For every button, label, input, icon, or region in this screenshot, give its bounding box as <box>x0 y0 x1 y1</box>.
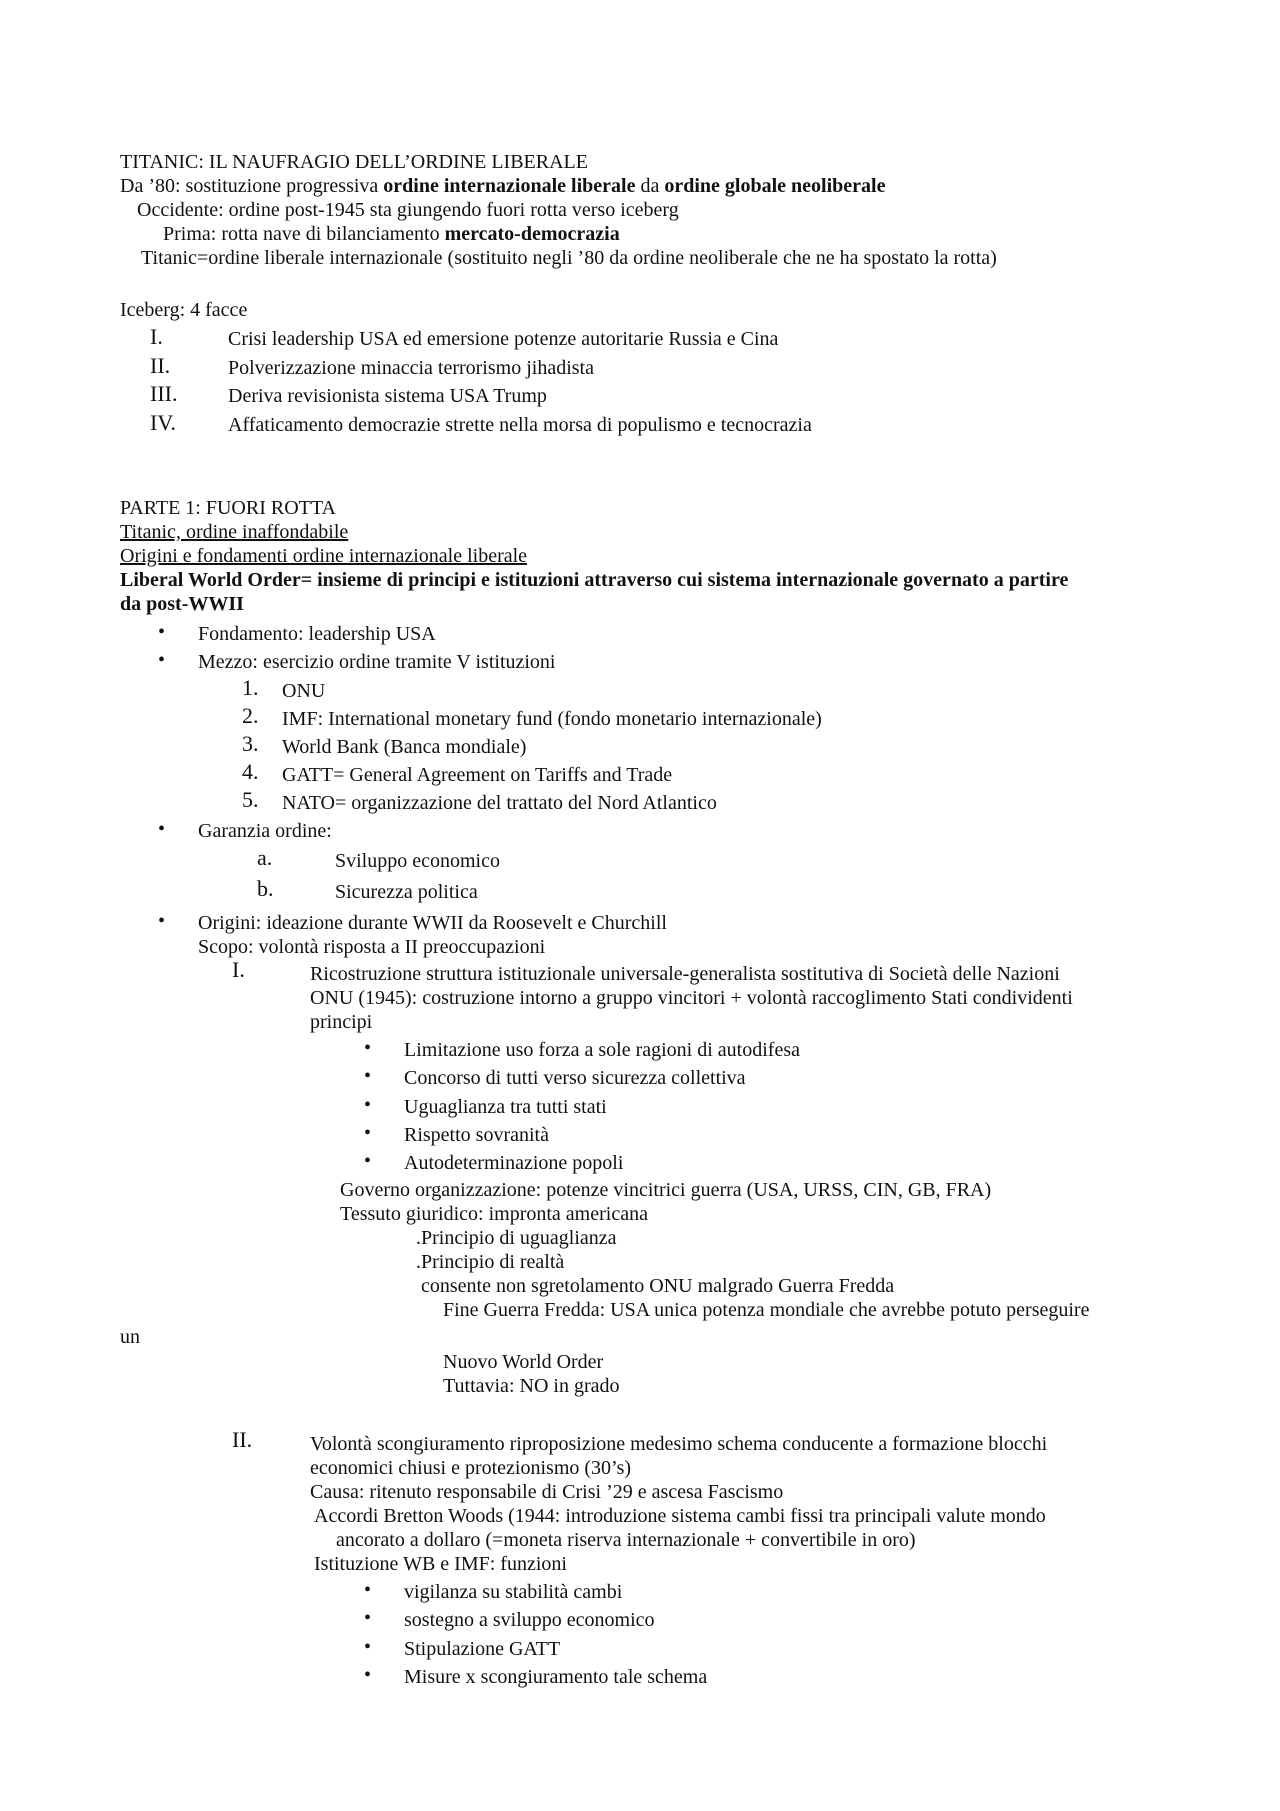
principle-item: Rispetto sovranità <box>404 1124 549 1146</box>
bullet-icon: • <box>364 1150 372 1172</box>
iceberg-item: Crisi leadership USA ed emersione potenze autoritarie Russia e Cina <box>228 328 779 350</box>
institution-item: NATO= organizzazione del trattato del Nord Atlantico <box>282 792 717 814</box>
consente-line: consente non sgretolamento ONU malgrado Guerra Fredda <box>421 1275 895 1297</box>
bullet-icon: • <box>364 1636 372 1658</box>
iceberg-heading: Iceberg: 4 facce <box>120 299 248 321</box>
bullet-icon: • <box>158 818 166 840</box>
scope-text: principi <box>310 1011 373 1033</box>
bullet-icon: • <box>158 910 166 932</box>
function-item: Stipulazione GATT <box>404 1638 561 1660</box>
scope-text: ancorato a dollaro (=moneta riserva internazionale + convertibile in oro) <box>336 1529 916 1551</box>
guarantee-item: Sviluppo economico <box>335 850 500 872</box>
bullet-icon: • <box>158 649 166 671</box>
scope-text: Istituzione WB e IMF: funzioni <box>314 1553 567 1575</box>
scope-text: Causa: ritenuto responsabile di Crisi ’29 e ascesa Fascismo <box>310 1481 784 1503</box>
tessuto-line: Tessuto giuridico: impronta americana <box>340 1203 648 1225</box>
principle-item: Concorso di tutti verso sicurezza collettiva <box>404 1067 746 1089</box>
principle-note: .Principio di uguaglianza <box>416 1227 617 1249</box>
principle-item: Autodeterminazione popoli <box>404 1152 624 1174</box>
intro-bold-term: mercato-democrazia <box>444 223 620 245</box>
institution-marker: 5. <box>242 787 259 812</box>
part1-heading: PARTE 1: FUORI ROTTA <box>120 497 336 519</box>
bullet-item: Fondamento: leadership USA <box>198 623 436 645</box>
scope-text: ONU (1945): costruzione intorno a gruppo vincitori + volontà raccoglimento Stati condividenti <box>310 987 1073 1009</box>
scope-text: Accordi Bretton Woods (1944: introduzione sistema cambi fissi tra principali valute mondo <box>314 1505 1046 1527</box>
part1-subheading: Origini e fondamenti ordine internazionale liberale <box>120 545 528 567</box>
institution-marker: 2. <box>242 703 259 728</box>
guarantee-marker: a. <box>257 845 273 870</box>
intro-line-2: Occidente: ordine post-1945 sta giungendo fuori rotta verso iceberg <box>137 199 679 221</box>
scope-marker: I. <box>232 957 245 982</box>
iceberg-marker: I. <box>150 324 163 349</box>
iceberg-item: Affaticamento democrazie strette nella morsa di populismo e tecnocrazia <box>228 414 812 436</box>
guarantee-item: Sicurezza politica <box>335 881 478 903</box>
institution-item: IMF: International monetary fund (fondo monetario internazionale) <box>282 708 822 730</box>
fine-guerra-line: Fine Guerra Fredda: USA unica potenza mondiale che avrebbe potuto perseguire <box>443 1299 1090 1321</box>
function-item: sostegno a sviluppo economico <box>404 1609 655 1631</box>
part1-subheading: Titanic, ordine inaffondabile <box>120 521 349 543</box>
bullet-icon: • <box>364 1607 372 1629</box>
tuttavia-line: Tuttavia: NO in grado <box>443 1375 620 1397</box>
governo-line: Governo organizzazione: potenze vincitrici guerra (USA, URSS, CIN, GB, FRA) <box>340 1179 992 1201</box>
bullet-item: Origini: ideazione durante WWII da Roosevelt e Churchill <box>198 912 667 934</box>
intro-text: da <box>635 175 665 197</box>
bullet-icon: • <box>158 621 166 643</box>
intro-text: Prima: rotta nave di bilanciamento <box>163 223 445 245</box>
intro-line-1 <box>120 174 885 198</box>
iceberg-item: Deriva revisionista sistema USA Trump <box>228 385 547 407</box>
function-item: vigilanza su stabilità cambi <box>404 1581 623 1603</box>
nwo-line: Nuovo World Order <box>443 1351 604 1373</box>
intro-bold-term: ordine globale neoliberale <box>664 175 886 197</box>
institution-marker: 4. <box>242 759 259 784</box>
definition-line-1: Liberal World Order= insieme di principi e istituzioni attraverso cui sistema internazionale governato a partire <box>120 569 1069 591</box>
wrapped-word: un <box>120 1326 140 1348</box>
principle-note: .Principio di realtà <box>416 1251 565 1273</box>
intro-bold-term: ordine internazionale liberale <box>383 175 636 197</box>
institution-item: GATT= General Agreement on Tariffs and Trade <box>282 764 673 786</box>
iceberg-marker: III. <box>150 381 178 406</box>
intro-line-3 <box>163 222 620 246</box>
bullet-item: Garanzia ordine: <box>198 820 332 842</box>
iceberg-item: Polverizzazione minaccia terrorismo jihadista <box>228 357 594 379</box>
principle-item: Limitazione uso forza a sole ragioni di autodifesa <box>404 1039 800 1061</box>
bullet-icon: • <box>364 1037 372 1059</box>
scope-text: Ricostruzione struttura istituzionale universale-generalista sostitutiva di Società delle Nazioni <box>310 963 1060 985</box>
intro-line-4: Titanic=ordine liberale internazionale (sostituito negli ’80 da ordine neoliberale che ne ha spostato la rotta) <box>141 247 997 269</box>
institution-marker: 1. <box>242 675 259 700</box>
iceberg-marker: IV. <box>150 410 176 435</box>
principle-item: Uguaglianza tra tutti stati <box>404 1096 607 1118</box>
document-title: TITANIC: IL NAUFRAGIO DELL’ORDINE LIBERALE <box>120 151 588 173</box>
scope-text: economici chiusi e protezionismo (30’s) <box>310 1457 632 1479</box>
institution-marker: 3. <box>242 731 259 756</box>
scope-marker: II. <box>232 1427 253 1452</box>
bullet-icon: • <box>364 1122 372 1144</box>
institution-item: World Bank (Banca mondiale) <box>282 736 527 758</box>
bullet-icon: • <box>364 1065 372 1087</box>
institution-item: ONU <box>282 680 326 702</box>
iceberg-marker: II. <box>150 353 171 378</box>
definition-line-2: da post-WWII <box>120 593 244 615</box>
function-item: Misure x scongiuramento tale schema <box>404 1666 708 1688</box>
scopo-line: Scopo: volontà risposta a II preoccupazioni <box>198 936 546 958</box>
bullet-icon: • <box>364 1579 372 1601</box>
intro-text: Da ’80: sostituzione progressiva <box>120 175 384 197</box>
bullet-icon: • <box>364 1094 372 1116</box>
bullet-item: Mezzo: esercizio ordine tramite V istituzioni <box>198 651 556 673</box>
scope-text: Volontà scongiuramento riproposizione medesimo schema conducente a formazione blocchi <box>310 1433 1048 1455</box>
guarantee-marker: b. <box>257 876 274 901</box>
bullet-icon: • <box>364 1664 372 1686</box>
